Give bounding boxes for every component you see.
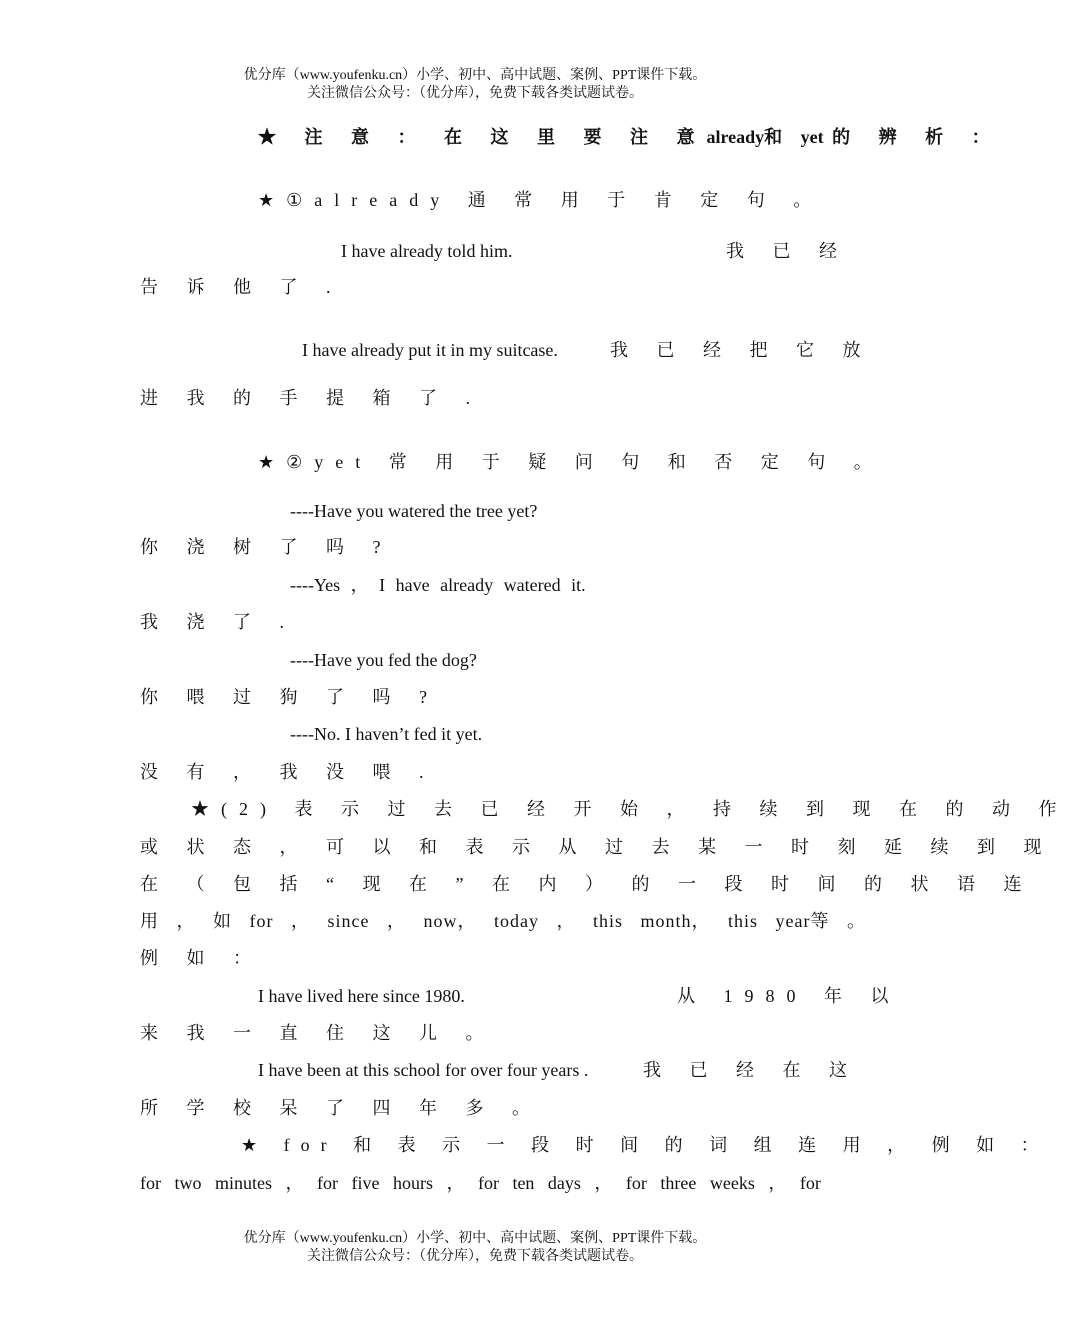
- title-yet: yet: [800, 127, 824, 147]
- dialogue-4-chinese: 没 有 ， 我 没 喂 .: [140, 762, 436, 782]
- footer-line-2: 关注微信公众号：（优分库），免费下载各类试题试卷。: [307, 1249, 643, 1264]
- example-4-english: I have been at this school for over four years .: [258, 1060, 589, 1080]
- dialogue-2-english: ----Yes ， I have already watered it.: [290, 575, 586, 595]
- example-2-chinese-b: 进 我 的 手 提 箱 了 .: [140, 388, 482, 408]
- point-1: ★①already 通 常 用 于 肯 定 句 。: [258, 190, 824, 210]
- example-4-chinese-b: 所 学 校 呆 了 四 年 多 。: [140, 1098, 542, 1118]
- point-3-line-2: 或 状 态 ， 可 以 和 表 示 从 过 去 某 一 时 刻 延 续 到 现: [140, 837, 1054, 857]
- example-3-english: I have lived here since 1980.: [258, 986, 465, 1006]
- dialogue-4-english: ----No. I haven’t fed it yet.: [290, 724, 483, 744]
- dialogue-2-chinese: 我 浇 了 .: [140, 612, 296, 632]
- example-label: 例 如 ：: [140, 948, 263, 968]
- example-1-chinese-b: 告 诉 他 了 .: [140, 277, 343, 297]
- example-2-chinese-a: 我 已 经 把 它 放: [610, 340, 873, 360]
- header-line-2: 关注微信公众号：（优分库），免费下载各类试题试卷。: [307, 86, 643, 101]
- title-suffix: 的 辨 析 ：: [832, 127, 1002, 147]
- point-3-line-1: ★(2) 表 示 过 去 已 经 开 始 ， 持 续 到 现 在 的 动 作: [191, 799, 1069, 819]
- footer-line-1: 优分库（www.youfenku.cn）小学、初中、高中试题、案例、PPT课件下载。: [243, 1231, 707, 1246]
- for-phrase-list: for two minutes ， for five hours ， for ten days ， for three weeks ， for: [140, 1173, 821, 1193]
- title-already: already: [706, 127, 765, 147]
- point-4: ★ for 和 表 示 一 段 时 间 的 词 组 连 用 ， 例 如 ：: [241, 1135, 1050, 1155]
- example-2-english: I have already put it in my suitcase.: [302, 340, 558, 360]
- title-and: 和: [764, 127, 783, 147]
- example-4-chinese-a: 我 已 经 在 这: [643, 1060, 859, 1080]
- example-1-english: I have already told him.: [341, 241, 513, 261]
- dialogue-3-english: ----Have you fed the dog?: [290, 650, 477, 670]
- dialogue-1-english: ----Have you watered the tree yet?: [290, 501, 538, 521]
- dialogue-1-chinese: 你 浇 树 了 吗 ?: [140, 537, 393, 557]
- point-3-line-3: 在 （ 包 括 “ 现 在 ” 在 内 ） 的 一 段 时 间 的 状 语 连: [140, 874, 1034, 894]
- example-3-chinese-b: 来 我 一 直 住 这 儿 。: [140, 1023, 496, 1043]
- dialogue-3-chinese: 你 喂 过 狗 了 吗 ?: [140, 687, 439, 707]
- point-3-line-4: 用 ， 如 for ， since ， now， today ， this month， this year等 。: [140, 911, 866, 931]
- title-prefix: ★ 注 意 ： 在 这 里 要 注 意: [258, 127, 707, 147]
- section-title: [258, 125, 1002, 149]
- header-line-1: 优分库（www.youfenku.cn）小学、初中、高中试题、案例、PPT课件下载。: [243, 68, 707, 83]
- example-3-chinese-a: 从 1980 年 以: [677, 986, 901, 1006]
- example-1-chinese-a: 我 已 经: [726, 241, 849, 261]
- point-2: ★②yet 常 用 于 疑 问 句 和 否 定 句 。: [258, 452, 884, 472]
